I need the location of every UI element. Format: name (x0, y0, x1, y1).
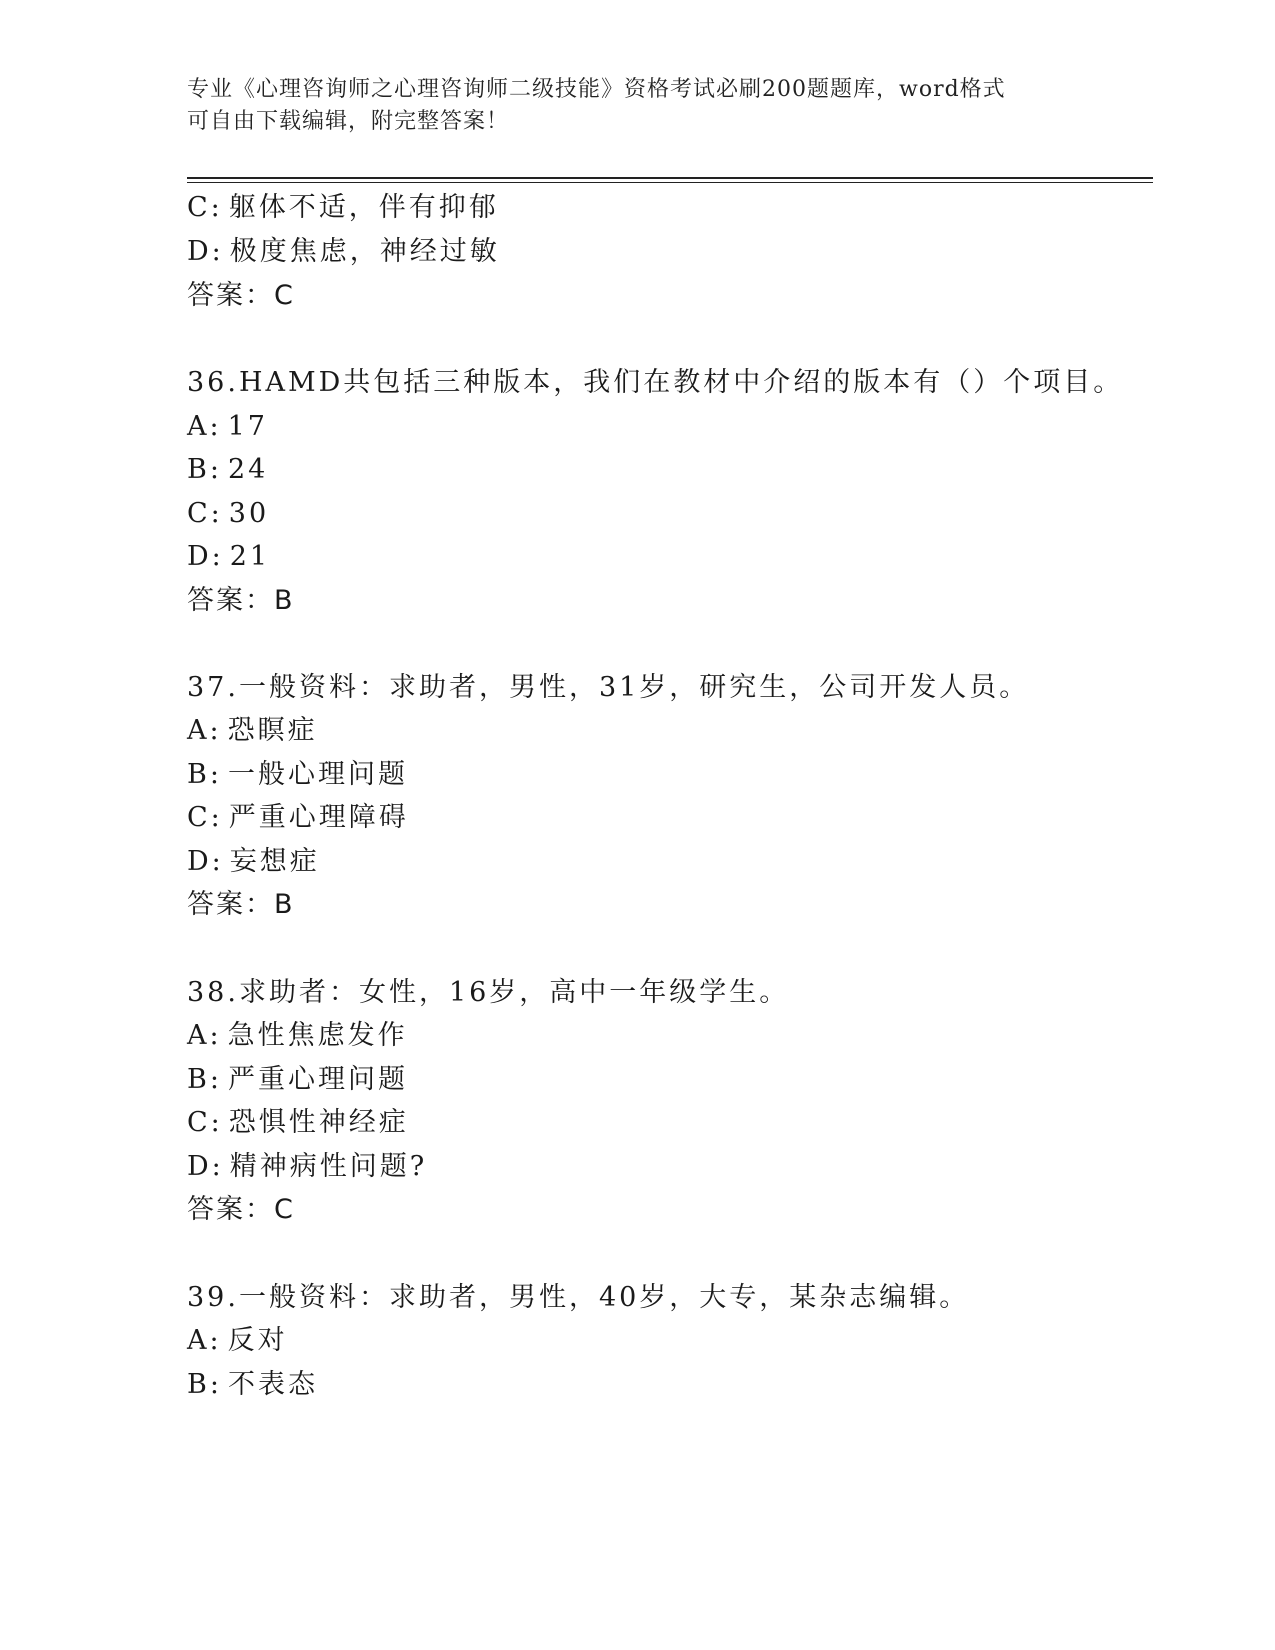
answer: 答案：B (187, 585, 295, 616)
option-text: 反对 (227, 1325, 288, 1356)
option-label: A: (187, 1325, 222, 1356)
option-label: A: (187, 411, 222, 442)
option-label: C: (187, 802, 223, 833)
question-stem-36: 36.HAMD共包括三种版本，我们在教材中介绍的版本有（）个项目。 (187, 367, 1124, 398)
question-stem-39: 39.一般资料：求助者，男性，40岁，大专，某杂志编辑。 (187, 1282, 970, 1313)
option-text: 不表态 (227, 1369, 318, 1400)
option-c (187, 496, 269, 532)
option-a (187, 1018, 408, 1054)
answer: 答案：C (187, 1194, 295, 1225)
option-label: B: (187, 759, 222, 790)
option-label: C: (187, 1107, 223, 1138)
option-label: D: (187, 236, 224, 267)
answer: 答案：B (187, 889, 295, 920)
option-text: 30 (228, 498, 270, 529)
option-label: D: (187, 541, 224, 572)
question-stem-38: 38.求助者：女性，16岁，高中一年级学生。 (187, 977, 790, 1008)
option-d (187, 1149, 427, 1185)
question-stem-37: 37.一般资料：求助者，男性，31岁，研究生，公司开发人员。 (187, 672, 1030, 703)
option-text: 恐瞑症 (227, 715, 318, 746)
option-text: 一般心理问题 (227, 759, 408, 790)
option-a (187, 713, 318, 749)
option-text: 严重心理障碍 (228, 802, 409, 833)
option-text: 严重心理问题 (227, 1064, 408, 1095)
header-rule-thick (187, 177, 1153, 179)
option-label: D: (187, 846, 224, 877)
page-header (187, 74, 1087, 138)
answer: 答案：C (187, 280, 295, 311)
option-text: 妄想症 (229, 846, 320, 877)
option-a (187, 1323, 288, 1359)
option-c (187, 190, 499, 226)
header-rule-thin (187, 182, 1153, 183)
option-c (187, 1105, 409, 1141)
option-label: C: (187, 192, 223, 223)
option-label: C: (187, 498, 223, 529)
option-a (187, 409, 268, 445)
option-text: 精神病性问题? (229, 1151, 428, 1182)
option-b (187, 452, 268, 488)
option-label: B: (187, 454, 222, 485)
option-label: A: (187, 715, 222, 746)
option-d (187, 539, 270, 575)
option-label: D: (187, 1151, 224, 1182)
option-text: 17 (227, 411, 268, 442)
option-b (187, 757, 408, 793)
option-d (187, 234, 500, 270)
option-text: 21 (229, 541, 271, 572)
option-text: 极度焦虑，神经过敏 (229, 236, 500, 267)
option-c (187, 800, 409, 836)
option-text: 24 (227, 454, 269, 485)
option-b (187, 1367, 318, 1403)
option-text: 恐惧性神经症 (228, 1107, 409, 1138)
header-line-1: 专业《心理咨询师之心理咨询师二级技能》资格考试必刷200题题库，word格式 (187, 77, 1006, 102)
option-b (187, 1062, 408, 1098)
option-d (187, 844, 320, 880)
header-line-2: 可自由下载编辑，附完整答案！ (187, 109, 510, 134)
option-text: 躯体不适，伴有抑郁 (228, 192, 499, 223)
option-label: B: (187, 1064, 222, 1095)
option-label: B: (187, 1369, 222, 1400)
option-text: 急性焦虑发作 (227, 1020, 408, 1051)
option-label: A: (187, 1020, 222, 1051)
